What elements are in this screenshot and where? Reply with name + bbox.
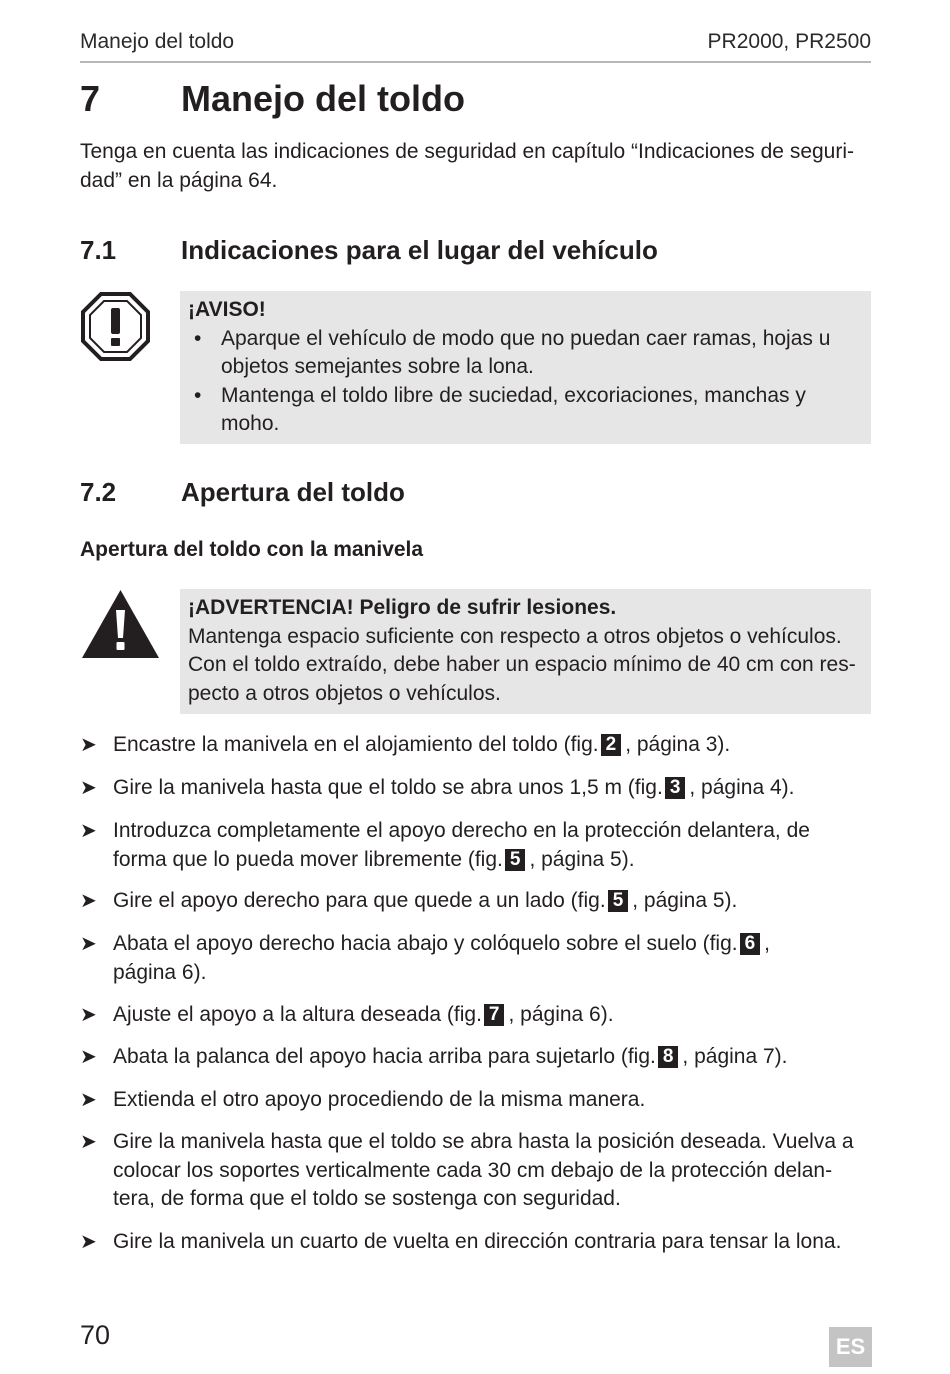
section-title: Indicaciones para el lugar del vehículo: [181, 235, 658, 265]
warning-line: Mantenga espacio suficiente con respecto a otros objetos o vehículos.: [188, 624, 842, 648]
step-arrow-icon: ➤: [80, 1231, 97, 1253]
step-text: forma que lo pueda mover libremente (fig.: [113, 847, 503, 871]
step-arrow-icon: ➤: [80, 777, 97, 799]
step-text: Gire la manivela hasta que el toldo se abra hasta la posición deseada. Vuelva a: [113, 1130, 854, 1153]
notice-box: [180, 291, 871, 444]
step-text: , página 7).: [682, 1045, 788, 1068]
step-item: [80, 774, 872, 803]
step-arrow-icon: ➤: [80, 1004, 97, 1026]
step-text: Gire el apoyo derecho para que quede a un lado (fig.: [113, 889, 606, 912]
running-header-title: Manejo del toldo: [80, 30, 235, 53]
step-text: Gire la manivela hasta que el toldo se abra unos 1,5 m (fig.: [113, 776, 663, 799]
warning-line: pecto a otros objetos o vehículos.: [188, 681, 501, 705]
step-text: página 6).: [113, 960, 207, 984]
notice-bullet: [188, 325, 863, 382]
step-item: [80, 1086, 872, 1115]
step-item: [80, 1228, 872, 1257]
step-text: Gire la manivela un cuarto de vuelta en dirección contraria para tensar la lona.: [113, 1230, 842, 1253]
warning-box: [180, 589, 871, 714]
page-number: 70: [80, 1320, 111, 1350]
step-text: Ajuste el apoyo a la altura deseada (fig.: [113, 1003, 482, 1026]
intro-line: dad” en la página 64.: [80, 169, 278, 192]
step-item: [80, 817, 872, 874]
figure-ref-badge: 5: [505, 849, 526, 871]
figure-ref-badge: 3: [665, 777, 686, 799]
chapter-number: 7: [80, 78, 101, 119]
chapter-title: Manejo del toldo: [181, 78, 465, 119]
chapter-intro: [80, 137, 872, 195]
step-text: Encastre la manivela en el alojamiento del toldo (fig.: [113, 733, 599, 756]
step-arrow-icon: ➤: [80, 820, 97, 842]
step-text: Extienda el otro apoyo procediendo de la misma manera.: [113, 1088, 646, 1111]
figure-ref-badge: 6: [740, 933, 761, 955]
step-text: , página 3).: [625, 733, 731, 756]
step-item: [80, 731, 872, 760]
step-text: ,: [764, 932, 771, 955]
bullet-dot: •: [194, 383, 202, 407]
step-text: , página 5).: [529, 847, 635, 871]
figure-ref-badge: 8: [658, 1046, 679, 1068]
step-item: [80, 1128, 872, 1214]
figure-ref-badge: 5: [608, 890, 629, 912]
step-arrow-icon: ➤: [80, 1046, 97, 1068]
step-text: Abata el apoyo derecho hacia abajo y colóquelo sobre el suelo (fig.: [113, 932, 738, 955]
step-text: , página 5).: [632, 889, 738, 912]
step-text: , página 6).: [508, 1003, 614, 1026]
step-text: Introduzca completamente el apoyo derecho en la protección delantera, de: [113, 819, 810, 842]
step-item: [80, 1043, 872, 1072]
step-arrow-icon: ➤: [80, 890, 97, 912]
warning-line: Con el toldo extraído, debe haber un espacio mínimo de 40 cm con res-: [188, 653, 856, 676]
bullet-line: objetos semejantes sobre la lona.: [221, 355, 534, 378]
notice-title: ¡AVISO!: [188, 298, 266, 321]
step-item: [80, 887, 872, 916]
exclamation-octagon-icon: [80, 291, 151, 362]
notice-bullet: [188, 382, 863, 439]
header-rule: [80, 61, 871, 63]
step-text: , página 4).: [689, 776, 795, 799]
step-text: tera, de forma que el toldo se sostenga con seguridad.: [113, 1187, 621, 1210]
warning-triangle-icon: [80, 588, 161, 660]
step-item: [80, 1001, 872, 1030]
figure-ref-badge: 2: [601, 734, 622, 756]
step-arrow-icon: ➤: [80, 933, 97, 955]
intro-line: Tenga en cuenta las indicaciones de seguridad en capítulo “Indicaciones de seguri-: [80, 140, 855, 163]
running-header-model: PR2000, PR2500: [707, 30, 871, 53]
section-number: 7.1: [80, 235, 117, 265]
bullet-line: Aparque el vehículo de modo que no puedan caer ramas, hojas u: [221, 326, 831, 350]
bullet-dot: •: [194, 326, 202, 350]
step-text: Abata la palanca del apoyo hacia arriba para sujetarlo (fig.: [113, 1045, 656, 1068]
figure-ref-badge: 7: [484, 1004, 505, 1026]
section-title: Apertura del toldo: [181, 477, 405, 507]
step-arrow-icon: ➤: [80, 734, 97, 756]
subsection-heading: Apertura del toldo con la manivela: [80, 538, 424, 561]
step-item: [80, 930, 872, 987]
bullet-line: moho.: [221, 412, 280, 435]
step-text: colocar los soportes verticalmente cada 30 cm debajo de la protección delan-: [113, 1158, 833, 1182]
section-number: 7.2: [80, 477, 117, 507]
warning-title: ¡ADVERTENCIA! Peligro de sufrir lesiones.: [188, 596, 617, 619]
bullet-line: Mantenga el toldo libre de suciedad, excoriaciones, manchas y: [221, 383, 806, 407]
language-badge: ES: [829, 1327, 872, 1367]
step-arrow-icon: ➤: [80, 1131, 97, 1153]
step-arrow-icon: ➤: [80, 1089, 97, 1111]
